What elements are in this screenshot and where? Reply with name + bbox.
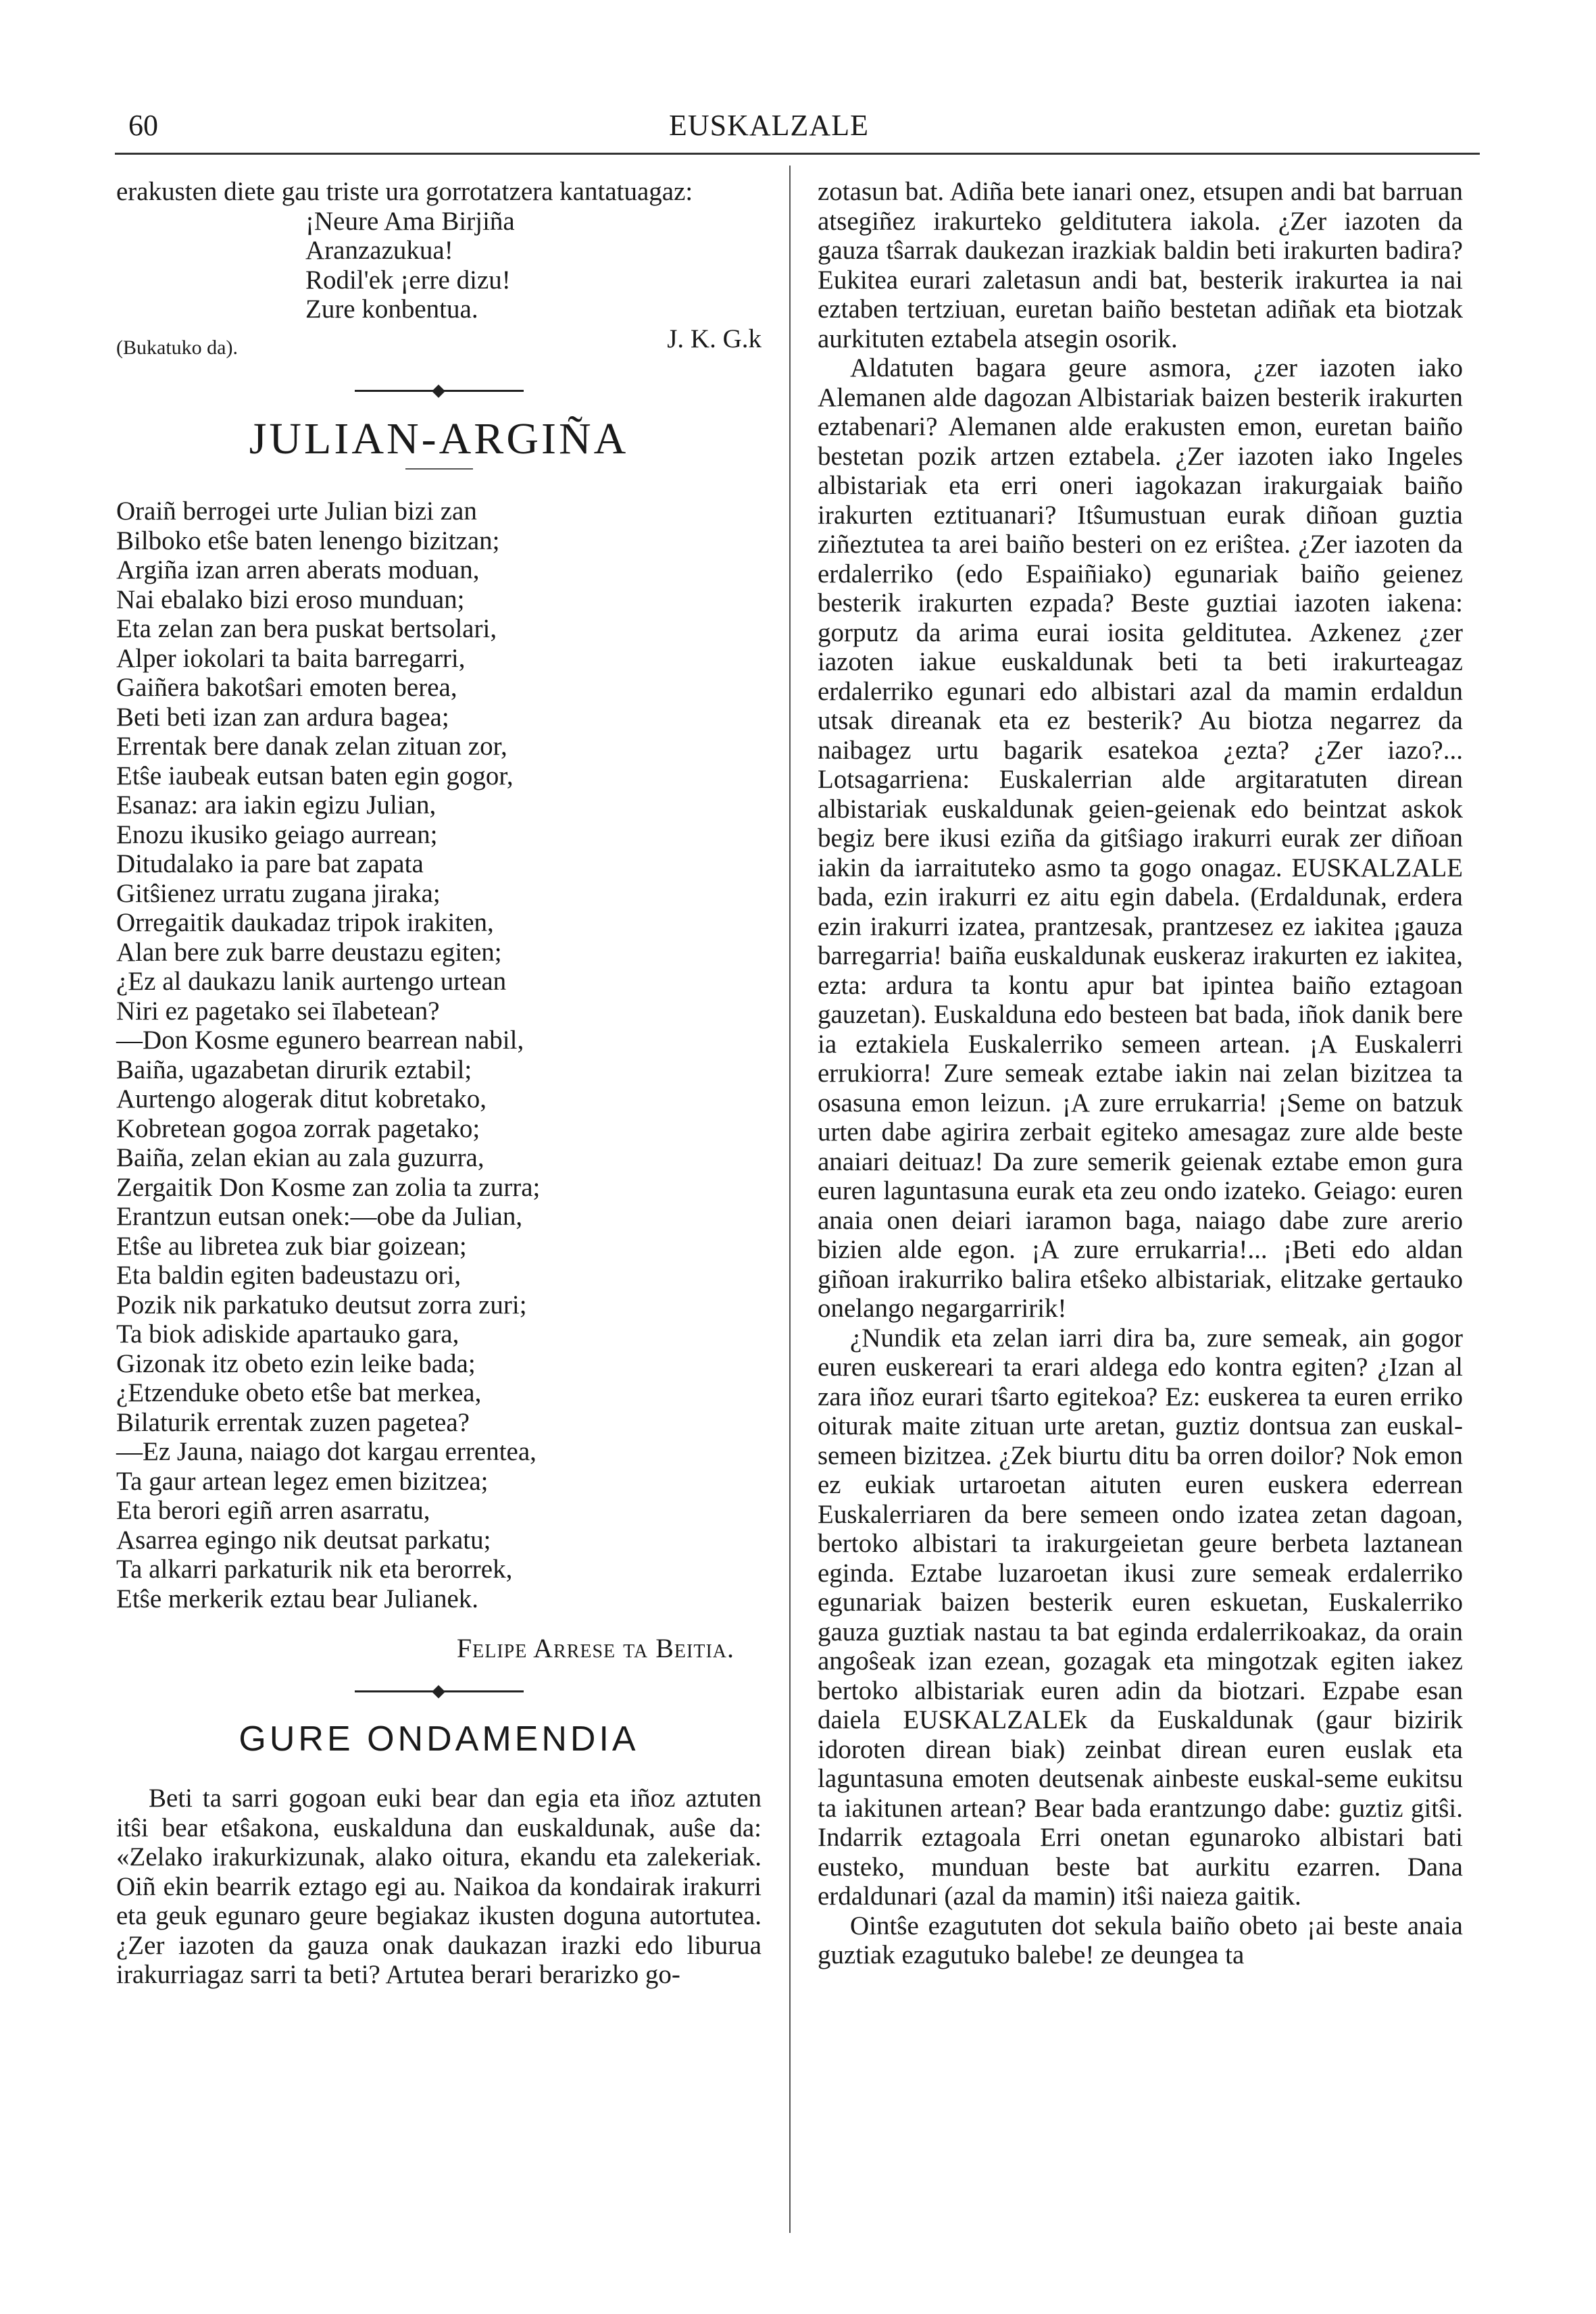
section-separator	[355, 1690, 524, 1692]
poem-line: Bilboko etŝe baten lenengo bizitzan;	[116, 526, 500, 555]
poem-line: Enozu ikusiko geiago aurrean;	[116, 820, 438, 849]
verse-line: Zure konbentua.	[305, 295, 478, 324]
poem-line: Etŝe au libretea zuk biar goizean;	[116, 1231, 467, 1261]
poem-author: Felipe Arrese ta Beitia.	[456, 1633, 734, 1663]
article-paragraph: Beti ta sarri gogoan euki bear dan egia eta iñoz aztuten itŝi bear etŝakona, euskalduna dan euskaldunak, auŝe da: «Zelako irakurkizunak, alako oitura, ekandu eta zalekeriak. Oiñ ekin bearrik eztago egi au. Naikoa da kondairak irakurri eta geuk egunaro geure begiakaz ikusten doguna autortutea. ¿Zer iazoten da gauza onak daukazan irazki edo liburua irakurriagaz sarri ta beti? Artutea berari berarizko go-	[116, 1784, 762, 1989]
poem-line: Ta biok adiskide apartauko gara,	[116, 1319, 459, 1349]
poem	[116, 497, 762, 1613]
poem-line: Beti beti izan zan ardura bagea;	[116, 702, 449, 732]
header-rule	[115, 153, 1480, 155]
verse-quote	[116, 207, 762, 324]
poem-title: JULIAN-ARGIÑA	[249, 413, 629, 463]
poem-line: Zergaitik Don Kosme zan zolia ta zurra;	[116, 1172, 541, 1202]
poem-line: Niri ez pagetako sei īlabetean?	[116, 996, 440, 1026]
poem-line: ¿Etzenduke obeto etŝe bat merkea,	[116, 1378, 482, 1407]
poem-line: Nai ebalako bizi eroso munduan;	[116, 584, 465, 614]
poem-line: Argiña izan arren aberats moduan,	[116, 555, 480, 584]
poem-line: Aurtengo alogerak ditut kobretako,	[116, 1084, 487, 1113]
verse-line: Aranzazukua!	[305, 236, 453, 265]
poem-line: Alan bere zuk barre deustazu egiten;	[116, 937, 502, 967]
poem-line: Eta berori egiñ arren asarratu,	[116, 1496, 430, 1525]
poem-line: Baiña, zelan ekian au zala guzurra,	[116, 1143, 484, 1172]
verse-line: ¡Neure Ama Birjiña	[305, 206, 515, 236]
poem-line: Kobretean gogoa zorrak pagetako;	[116, 1113, 480, 1143]
intro-text: erakusten diete gau triste ura gorrotatzera kantatuagaz:	[116, 177, 693, 206]
poem-line: Esanaz: ara iakin egizu Julian,	[116, 790, 437, 820]
article-paragraph: ¿Nundik eta zelan iarri dira ba, zure semeak, ain gogor euren euskereari ta erari aldega edo kontra egiten? ¿Izan al zara iñoz eurari tŝarto egitekoa? Ez: euskerea ta euren erriko oiturak maite zituan urte aretan, guztiz dontsua zan euskal-semeen bizitzea. ¿Zek biurtu ditu ba orren doilor? Nok emon ez eukiak urtaroetan aituten euren euskera ederrean Euskalerriaren da bere semeen ondo izatea zetan dagoan, bertoko albistari ta irakurgeietan geure berbeta laztanean eginda. Eztabe luzaroetan ikusi zure semeak erdalerriko egunariak baizen besterik euren eskuetan, Euskalerriko gauza guztiak nastau ta bat eginda erdalerrikoakaz, da orain angoŝeak izan ezean, gozagak eta mingotzak egiten iakez bertoko albistariak euren adin da biotzari. Ezpabe esan daiela EUSKALZALEk da Euskaldunak (gaur bizirik idoroten direan biak) zeinbat direan euren euslak eta laguntasuna emoten deutsenak ainbeste euskal-seme eukitsu ta iakitunen artean? Bear bada erantzungo dabe: guztiz gitŝi. Indarrik eztagoala Erri onetan egunaroko albistari bati eusteko, munduan beste bat aurkitu ezarren. Dana erdaldunari (azal da mamin) itŝi naieza gaitik.	[818, 1323, 1463, 1911]
poem-line: —Don Kosme egunero bearrean nabil,	[116, 1026, 524, 1055]
poem-line: Eta zelan zan bera puskat bertsolari,	[116, 614, 497, 643]
left-column	[116, 177, 762, 1990]
poem-line: Gitŝienez urratu zugana jiraka;	[116, 878, 441, 908]
poem-line: Ta alkarri parkaturik nik eta berorrek,	[116, 1555, 513, 1584]
column-rule	[789, 166, 791, 2233]
article-paragraph: Ointŝe ezagututen dot sekula baiño obeto ¡ai beste anaia guztiak ezagutuko balebe! ze deungea ta	[818, 1911, 1463, 1969]
poem-line: Eta baldin egiten badeustazu ori,	[116, 1261, 462, 1290]
poem-line: Erantzun eutsan onek:—obe da Julian,	[116, 1202, 523, 1231]
poem-line: Orregaitik daukadaz tripok irakiten,	[116, 908, 494, 937]
section-separator	[355, 390, 524, 392]
poem-line: Errentak bere danak zelan zituan zor,	[116, 732, 507, 761]
poem-line: Ditudalako ia pare bat zapata	[116, 849, 424, 878]
signature-jk: J. K. G.k	[667, 324, 762, 353]
poem-line: Pozik nik parkatuko deutsut zorra zuri;	[116, 1290, 527, 1319]
poem-line: Ta gaur artean legez emen bizitzea;	[116, 1466, 489, 1496]
page-number: 60	[128, 109, 158, 142]
article-paragraph: Aldatuten bagara geure asmora, ¿zer iazoten iako Alemanen alde dagozan Albistariak baizen besterik irakurten eztabenari? Alemanen alde erakusten emon, euretan baiño bestetan pozik artzen eztabela. ¿Zer iazoten iako Ingeles albistariak eta erri oneri iagokazan irakurgaiak baiño irakurten eztituanari? Itŝumustuan eurak diñoan guztia ziñeztutea ta arei baiño besteri on ez eriŝtea. ¿Zer iazoten da erdalerriko (edo Espaiñiako) egunariak baiño geienez besterik irakurten ezpada? Beste guztiai iazoten iakena: gorputz da arima eurai iosita gelditutea. Azkenez ¿zer iazoten iakue euskaldunak beti ta beti irakurteagaz erdalerriko egunari edo albistari azal da mamin erdaldun utsak direanak eta ez besterik? Au biotza negarrez da naibagez urtu bagarik esatekoa ¿ezta? ¿Zer iazo?... Lotsagarriena: Euskalerrian alde argitaratuten direan albistariak euskaldunak geien-geienak edo beintzat askok begiz bere ikusi eziña da gitŝiago irakurri eurak zer diñoan iakin da iarraituteko asmo ta gogo onagaz. EUSKALZALE bada, ezin irakurri ez aitu egin dabela. (Erdaldunak, erdera ezin irakurri izatea, prantzesak, prantzesez ez iakitea ¡gauza barregarria! baiña euskaldunak euskeraz irakurten ez iakitea, ezta: ardura ta kontu apur bat ipintea baiño eztagoan gauzetan). Euskalduna edo besteen bat bada, iñok danik bere ia eztakiela Euskalerriko semeen artean. ¡A Euskalerri errukiorra! Zure semeak eztabe iakin nai zelan bizitzea ta osasuna emon leizun. ¡A zure errukarria! ¡Seme on batzuk urten dabe agirira zerbait egiteko amesagaz zure alde beste anaiari deituaz! Da zure semerik geienak eztabe emon gura euren laguntasuna eurak eta zeu ondo izateko. Geiago: euren anaia onen deiari iaramon baga, naiago dabe zure arerio bizien alde egon. ¡A zure errukarria!... ¡Beti edo aldan giñoan irakurriko balira etŝeko albistariak, elitzake gertauko onelango negargarririk!	[818, 353, 1463, 1323]
poem-line: —Ez Jauna, naiago dot kargau errentea,	[116, 1437, 537, 1466]
right-column	[818, 177, 1463, 1970]
poem-line: Gizonak itz obeto ezin leike bada;	[116, 1349, 476, 1378]
verse-line: Rodil'ek ¡erre dizu!	[305, 265, 511, 295]
continued-note: (Bukatuko da).	[116, 336, 238, 359]
running-title: EUSKALZALE	[669, 109, 869, 142]
article-title: GURE ONDAMENDIA	[239, 1719, 639, 1759]
poem-line: ¿Ez al daukazu lanik aurtengo urtean	[116, 967, 507, 996]
poem-line: Etŝe iaubeak eutsan baten egin gogor,	[116, 761, 514, 790]
poem-line: Gaiñera bakotŝari emoten berea,	[116, 673, 457, 702]
article-paragraph: zotasun bat. Adiña bete ianari onez, etsupen andi bat barruan atsegiñez irakurteko gelditutera iakola. ¿Zer iazoten da gauza tŝarrak daukezan irazkiak baldin beti irakurten badira? Eukitea eurari zaletasun andi bat, besterik irakurtea ia nai eztaben tertziuan, euretan baiño bestetan adiñak eta biotzak aurkituten eztabela atsegin osorik.	[818, 177, 1463, 353]
poem-line: Oraiñ berrogei urte Julian bizi zan	[116, 497, 477, 526]
poem-line: Baiña, ugazabetan dirurik eztabil;	[116, 1055, 472, 1084]
poem-line: Alper iokolari ta baita barregarri,	[116, 643, 466, 673]
poem-line: Etŝe merkerik eztau bear Julianek.	[116, 1584, 479, 1613]
poem-line: Asarrea egingo nik deutsat parkatu;	[116, 1525, 491, 1555]
poem-line: Bilaturik errentak zuzen pagetea?	[116, 1407, 470, 1437]
